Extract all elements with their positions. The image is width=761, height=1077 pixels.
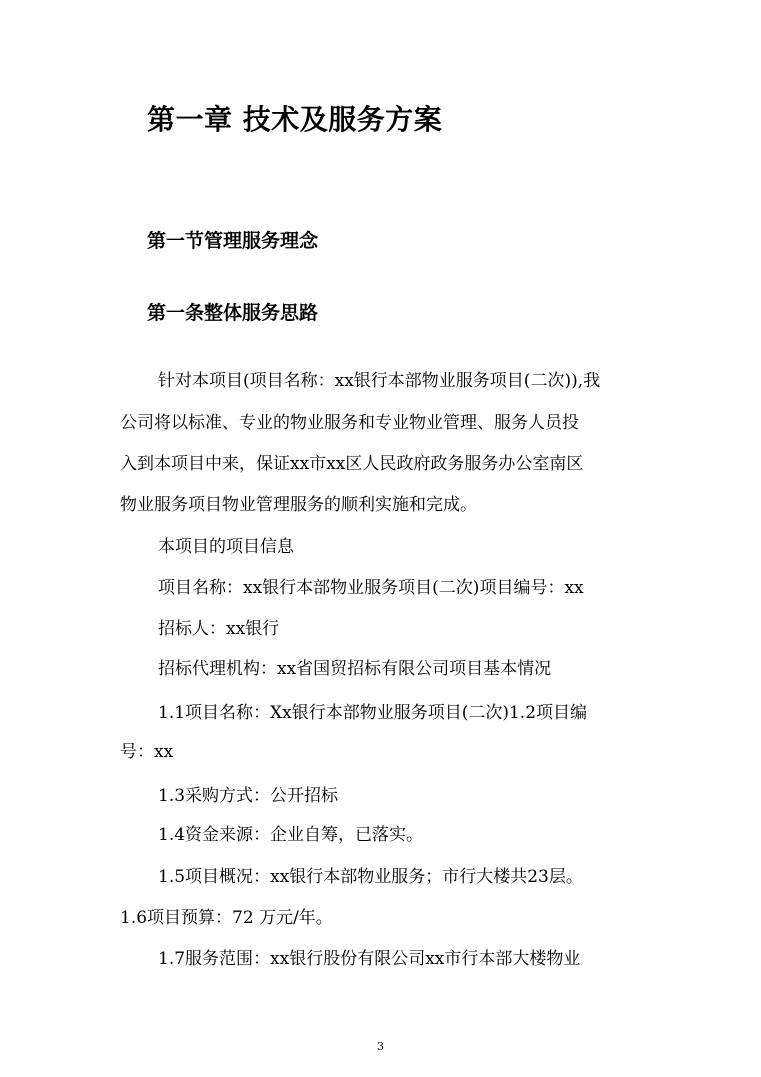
page-number: 3 [377,1040,384,1053]
body-paragraph-line: 公司将以标准、专业的物业服务和专业物业管理、服务人员投 [120,413,579,433]
project-info-heading: 本项目的项目信息 [158,537,294,557]
item-1-6-line: 1.6项目预算：72 万元/年。 [120,908,333,928]
item-1-3-line: 1.3采购方式：公开招标 [158,786,339,806]
chapter-title: 第一章 技术及服务方案 [147,103,443,136]
tenderer-line: 招标人：xx银行 [158,619,280,639]
body-paragraph-line: 物业服务项目物业管理服务的顺利实施和完成。 [120,495,477,515]
item-1-1-line: 1.1项目名称：Xx银行本部物业服务项目(二次)1.2项目编 [158,703,588,723]
project-name-line: 项目名称：xx银行本部物业服务项目(二次)项目编号：xx [158,578,584,598]
item-1-5-line: 1.5项目概况：xx银行本部物业服务；市行大楼共23层。 [158,867,583,887]
body-paragraph-line: 针对本项目(项目名称：xx银行本部物业服务项目(二次)),我 [158,371,601,391]
item-1-2-continuation: 号：xx [120,742,174,762]
article-title: 第一条整体服务思路 [147,302,319,324]
body-paragraph-line: 入到本项目中来，保证xx市xx区人民政府政务服务办公室南区 [120,454,584,474]
agency-line: 招标代理机构：xx省国贸招标有限公司项目基本情况 [158,659,552,679]
item-1-4-line: 1.4资金来源：企业自筹，已落实。 [158,825,424,845]
item-1-7-line: 1.7服务范围：xx银行股份有限公司xx市行本部大楼物业 [158,949,581,969]
section-title: 第一节管理服务理念 [147,230,319,252]
